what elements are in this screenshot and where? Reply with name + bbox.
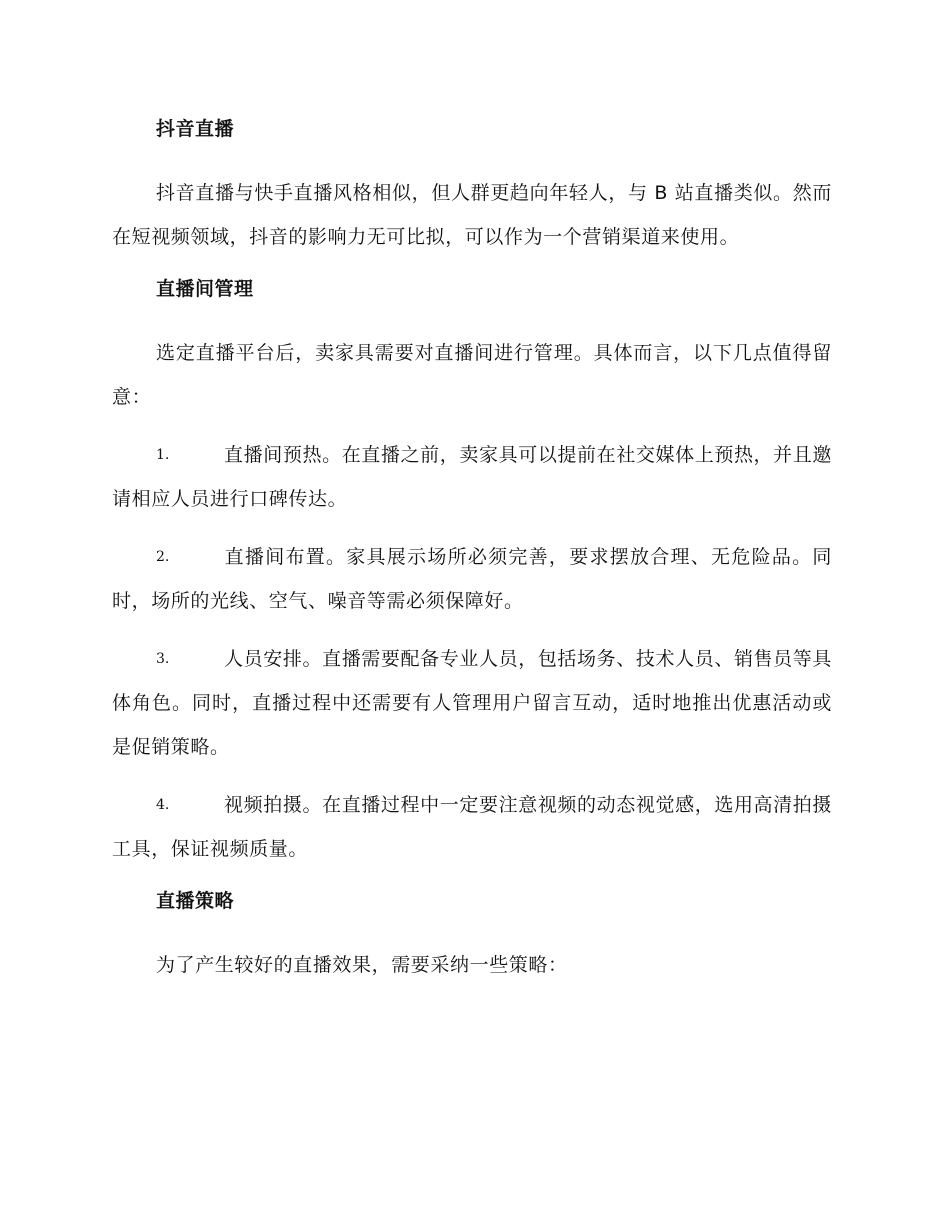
list-item (112, 535, 832, 623)
douyin-live-paragraph: 抖音直播与快手直播风格相似，但人群更趋向年轻人，与 B 站直播类似。然而在短视频领域，抖音的影响力无可比拟，可以作为一个营销渠道来使用。 (112, 182, 832, 248)
section-heading-live-room-management: 直播间管理 (156, 278, 254, 300)
list-item-text: 人员安排。直播需要配备专业人员，包括场务、技术人员、销售员等具体角色。同时，直播过程中还需要有人管理用户留言互动，适时地推出优惠活动或是促销策略。 (112, 648, 832, 758)
list-item-number: 1. (156, 447, 170, 463)
section-heading-live-strategy: 直播策略 (156, 890, 235, 912)
live-room-management-intro: 选定直播平台后，卖家具需要对直播间进行管理。具体而言，以下几点值得留意： (112, 342, 832, 408)
list-item-number: 2. (156, 549, 170, 565)
live-strategy-intro: 为了产生较好的直播效果，需要采纳一些策略： (156, 954, 568, 976)
document-body (112, 113, 832, 1001)
list-item (112, 783, 832, 871)
list-item (112, 433, 832, 521)
list-item-text: 视频拍摄。在直播过程中一定要注意视频的动态视觉感，选用高清拍摄工具，保证视频质量。 (112, 794, 832, 860)
list-item-number: 3. (156, 651, 170, 667)
list-item (112, 637, 832, 769)
list-item-text: 直播间布置。家具展示场所必须完善，要求摆放合理、无危险品。同时，场所的光线、空气、噪音等需必须保障好。 (112, 546, 832, 612)
list-item-number: 4. (156, 797, 170, 813)
section-heading-douyin-live: 抖音直播 (156, 118, 235, 140)
list-item-text: 直播间预热。在直播之前，卖家具可以提前在社交媒体上预热，并且邀请相应人员进行口碑传达。 (112, 444, 832, 510)
